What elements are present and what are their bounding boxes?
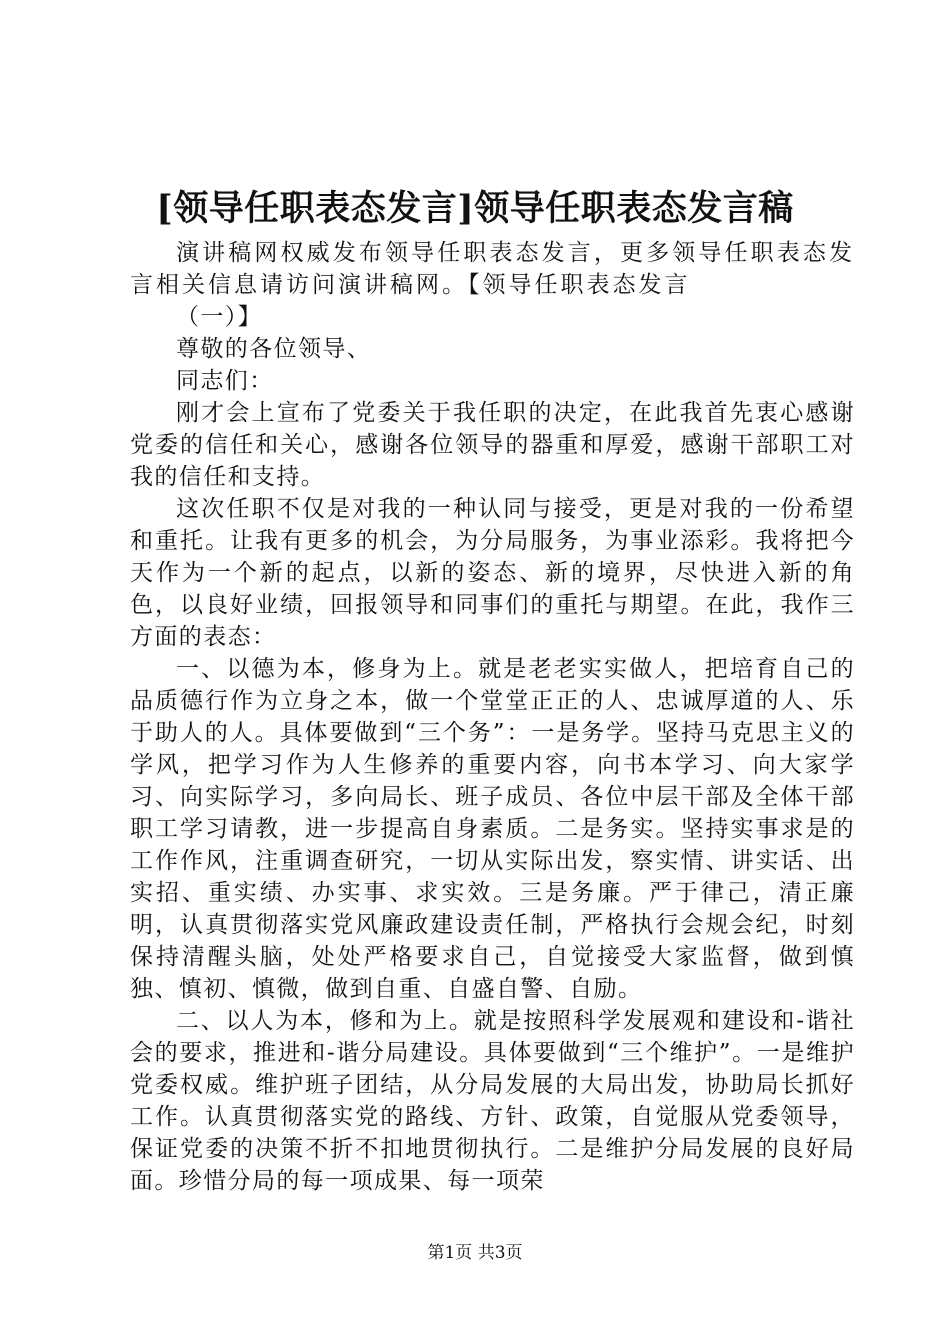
page-footer: 第1页 共3页 <box>427 1243 523 1263</box>
body-paragraph: 二、以人为本，修和为上。就是按照科学发展观和建设和-谐社会的要求，推进和-谐分局建设。具体要做到“三个维护”。一是维护党委权威。维护班子团结，从分局发展的大局出发，协助局长抓好工作。认真贯彻落实党的路线、方针、政策，自觉服从党委领导，保证党委的决策不折不扣地贯彻执行。二是维护分局发展的良好局面。珍惜分局的每一项成果、每一项荣 <box>130 1008 855 1194</box>
body-paragraph: 这次任职不仅是对我的一种认同与接受，更是对我的一份希望和重托。让我有更多的机会，为分局服务，为事业添彩。我将把今天作为一个新的起点，以新的姿态、新的境界，尽快进入新的角色，以良好业绩，回报领导和同事们的重托与期望。在此，我作三方面的表态： <box>130 496 855 650</box>
intro-paragraph: 演讲稿网权威发布领导任职表态发言，更多领导任职表态发言相关信息请访问演讲稿网。【领导任职表态发言 <box>130 240 855 298</box>
salutation-line: 同志们： <box>176 368 274 394</box>
body-paragraph: 刚才会上宣布了党委关于我任职的决定，在此我首先衷心感谢党委的信任和关心，感谢各位领导的器重和厚爱，感谢干部职工对我的信任和支持。 <box>130 400 855 490</box>
intro-paragraph-continued: （一）】 <box>176 304 263 330</box>
document-title: [领导任职表态发言]领导任职表态发言稿 <box>156 188 794 229</box>
document-body <box>130 237 855 1197</box>
salutation-line: 尊敬的各位领导、 <box>176 336 372 362</box>
body-paragraph: 一、以德为本，修身为上。就是老老实实做人，把培育自己的品质德行作为立身之本，做一个堂堂正正的人、忠诚厚道的人、乐于助人的人。具体要做到“三个务”：一是务学。坚持马克思主义的学风，把学习作为人生修养的重要内容，向书本学习、向大家学习、向实际学习，多向局长、班子成员、各位中层干部及全体干部职工学习请教，进一步提高自身素质。二是务实。坚持实事求是的工作作风，注重调查研究，一切从实际出发，察实情、讲实话、出实招、重实绩、办实事、求实效。三是务廉。严于律己，清正廉明，认真贯彻落实党风廉政建设责任制，严格执行会规会纪，时刻保持清醒头脑，处处严格要求自己，自觉接受大家监督，做到慎独、慎初、慎微，做到自重、自盛自警、自励。 <box>130 656 855 1002</box>
